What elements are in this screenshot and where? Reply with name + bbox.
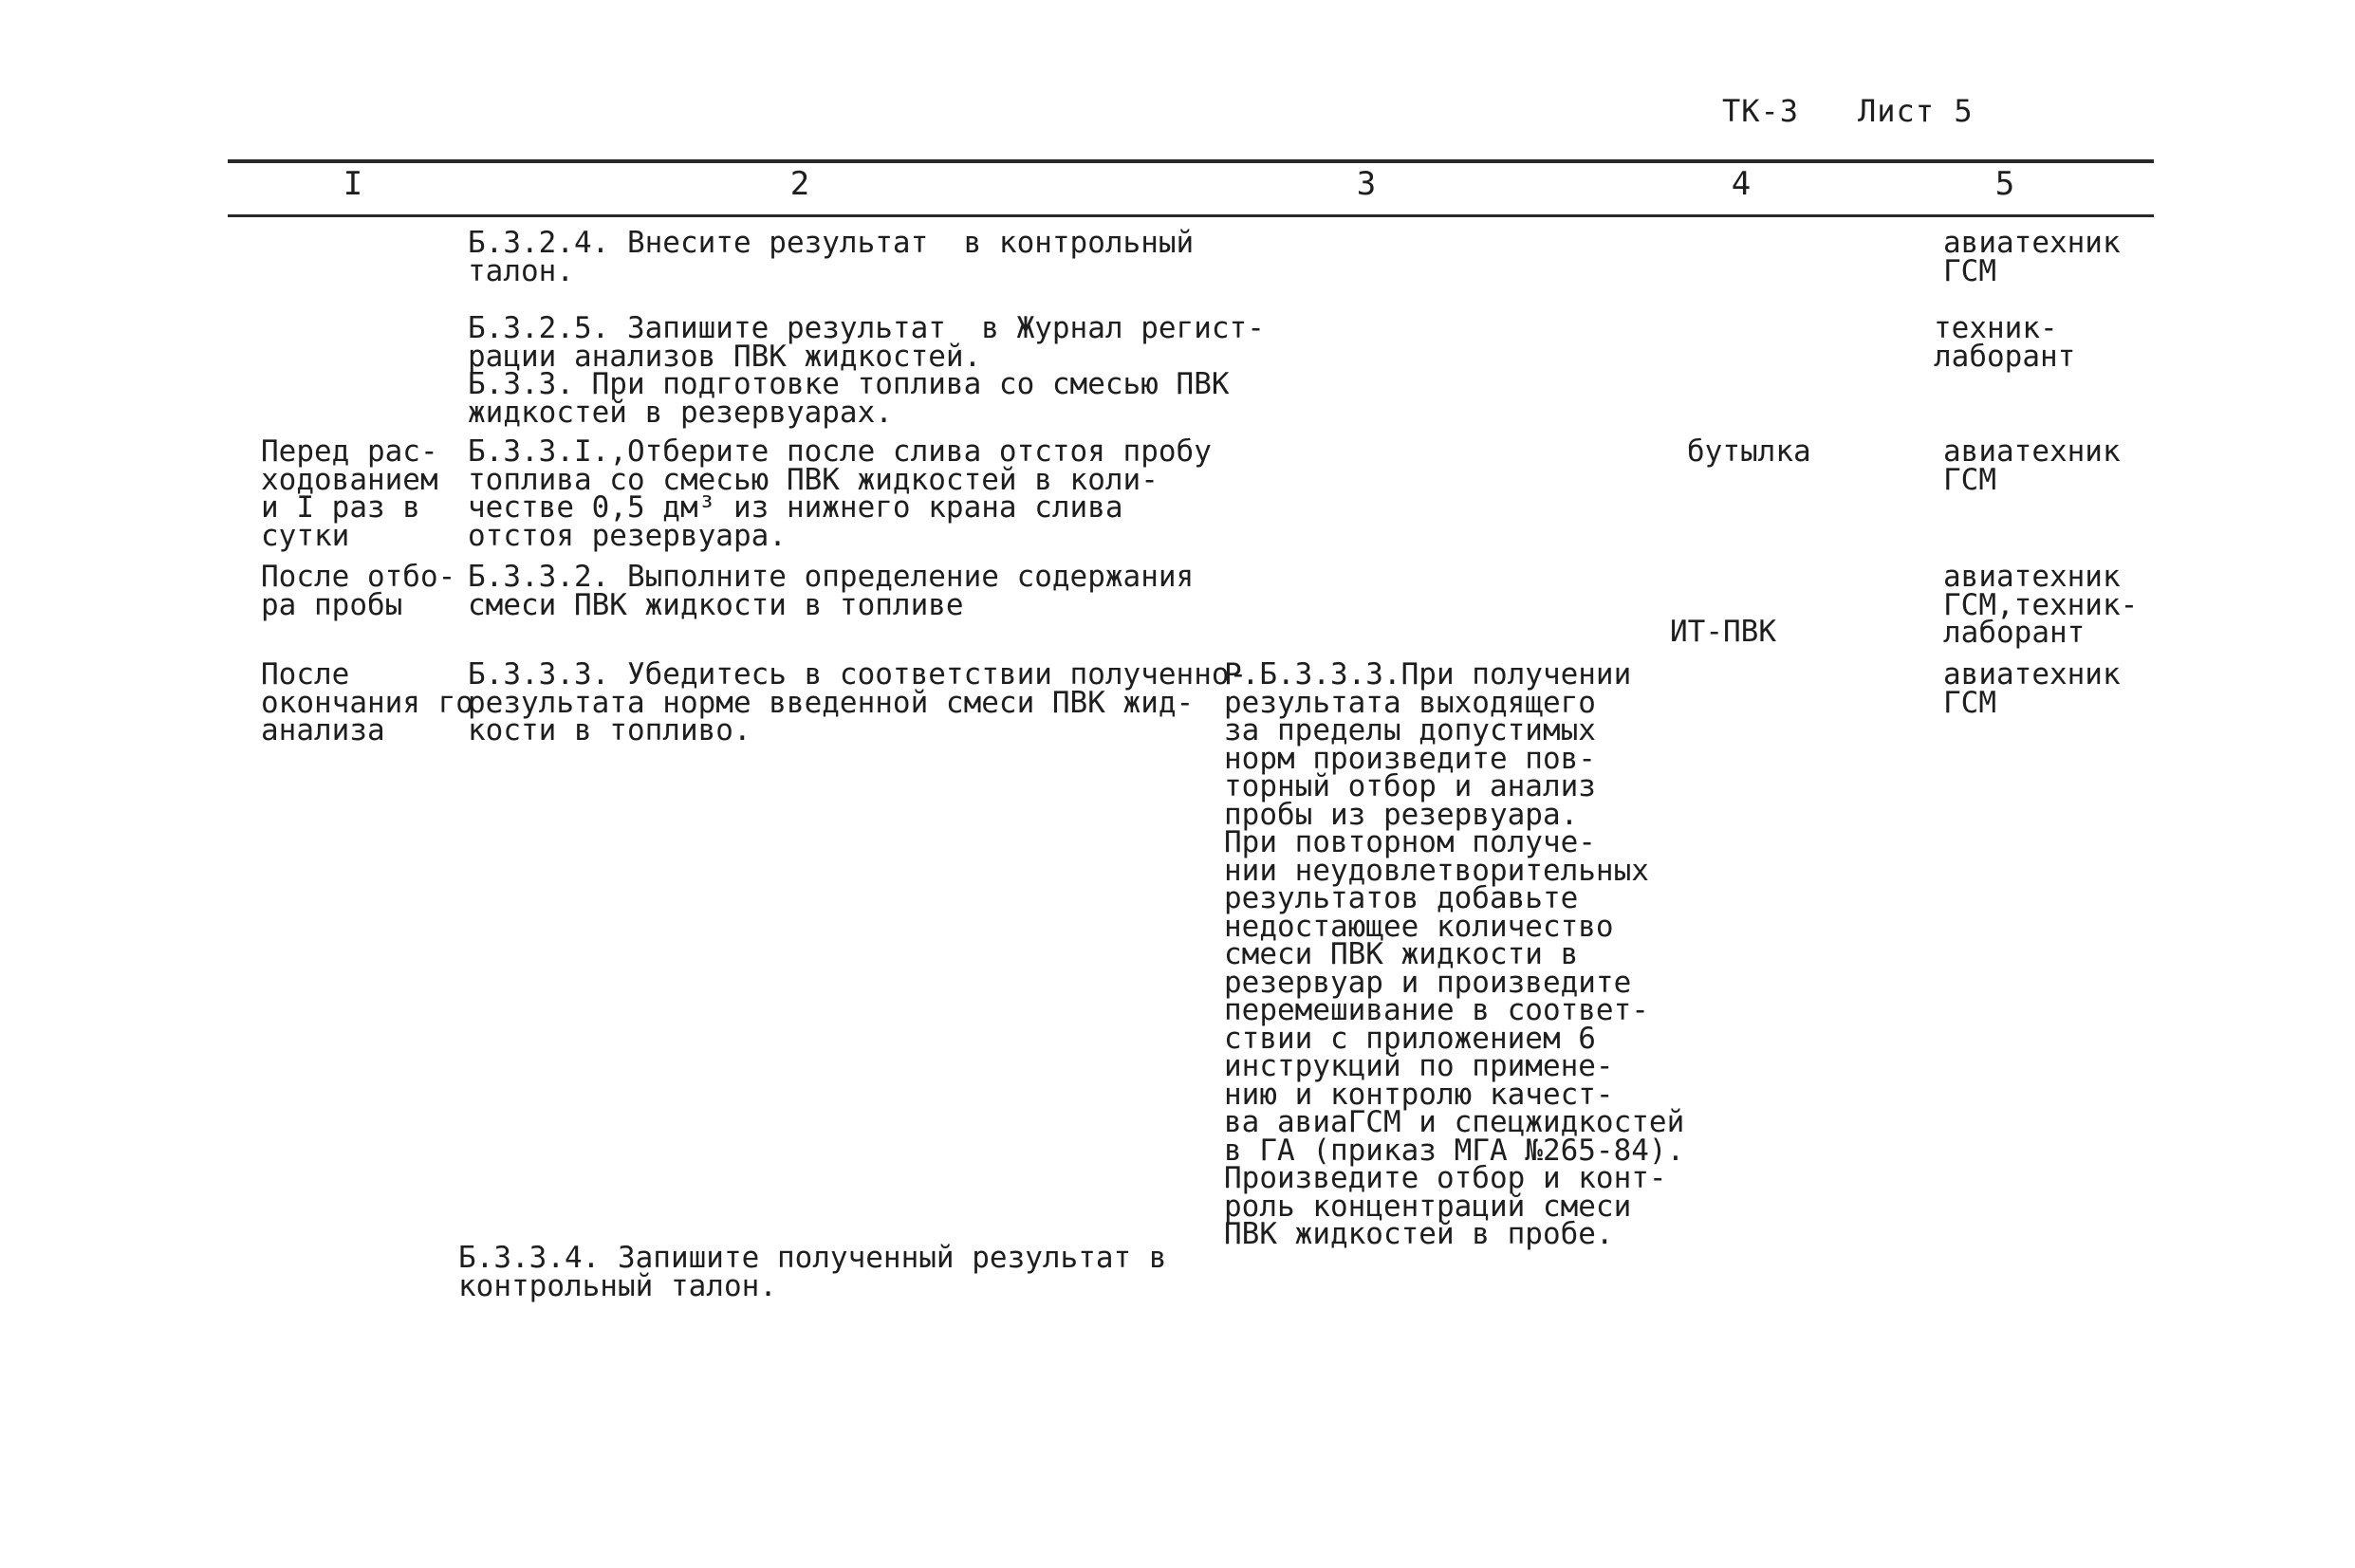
step-b-3-3-2: Б.3.3.2. Выполните определение содержания смеси ПВК жидкости в топливе [468, 560, 1195, 622]
equipment-cell: бутылка [1687, 434, 1811, 469]
performer-cell: техник- лаборант [1934, 311, 2076, 374]
performer-cell: авиатехник ГСМ [1943, 657, 2121, 720]
timing-cell: После отбо- ра пробы [261, 560, 456, 622]
equipment-cell: ИТ-ПВК [1670, 615, 1776, 649]
table-header-rule [228, 214, 2154, 217]
column-number-5: 5 [1994, 165, 2015, 203]
column-number-1: I [343, 165, 363, 203]
step-b-3-3-4: Б.3.3.4. Запишите полученный результат в контрольный талон. [458, 1241, 1167, 1303]
column-number-3: 3 [1356, 165, 1377, 203]
timing-cell: После окончания го анализа [261, 657, 473, 747]
performer-cell: авиатехник ГСМ [1943, 434, 2121, 497]
document-code: ТК-3 [1722, 93, 1800, 129]
step-b-3-2-4: Б.3.2.4. Внесите результат в контрольный талон. [468, 226, 1195, 288]
table-top-rule [228, 159, 2154, 163]
sheet-number: Лист 5 [1858, 93, 1974, 129]
performer-cell: авиатехник ГСМ [1943, 226, 2121, 288]
column-number-2: 2 [789, 165, 810, 203]
step-b-3-3-3: Б.3.3.3. Убедитесь в соответствии полученно- результата норме введенной смеси ПВК жид- кости в топливо. [468, 657, 1248, 747]
step-b-3-3-1: Б.3.3.I.,Отберите после слива отстоя пробу топлива со смесью ПВК жидкостей в коли- честве 0,5 дм³ из нижнего крана слива отстоя резервуара. [468, 434, 1212, 553]
step-b-3-2-5: Б.3.2.5. Запишите результат в Журнал регист- рации анализов ПВК жидкостей. Б.3.3. При подготовке топлива со смесью ПВК жидкостей в резервуарах. [468, 311, 1265, 430]
column-number-4: 4 [1731, 165, 1752, 203]
performer-cell: авиатехник ГСМ,техник- лаборант [1943, 560, 2139, 650]
timing-cell: Перед рас- ходованием и I раз в сутки [261, 434, 438, 553]
remark-r-b-3-3-3: Р.Б.3.3.3.При получении результата выходящего за пределы допустимых норм произведите пов- торный отбор и анализ пробы из резервуара. При повторном получе- нии неудовлетворительных результатов добавьте недостающее количество смеси ПВК жидкости в резервуар и произведите перемешивание в соответ- ствии с приложением 6 инструкций по примене- нию и контролю качест- ва авиаГСМ и спецжидкостей в ГА (приказ МГА №265-84). Произведите отбор и конт- роль концентраций смеси ПВК жидкостей в пробе. [1224, 657, 1685, 1251]
